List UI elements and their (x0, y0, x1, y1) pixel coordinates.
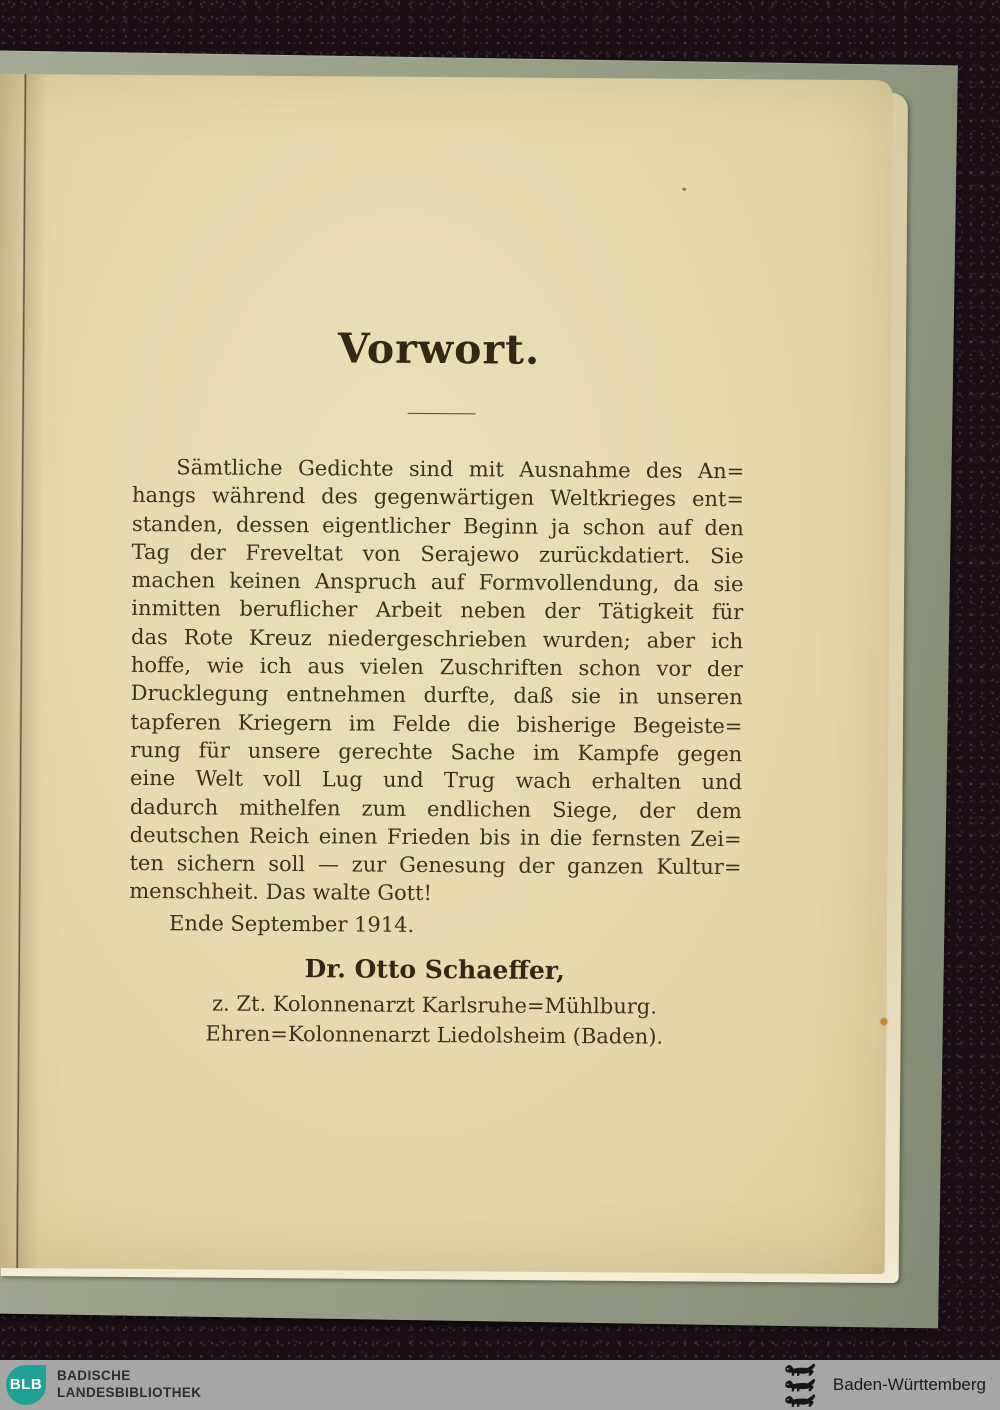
body-line: deutschen Reich einen Frieden bis in die fernsten Zei= (129, 822, 742, 852)
blb-logo (6, 1365, 46, 1405)
date-line: Ende September 1914. (168, 911, 415, 937)
body-line: ten sichern soll — zur Genesung der ganzen Kultur= (129, 851, 742, 880)
body-line: das Rote Kreuz niedergeschrieben wurden; aber ich (130, 624, 744, 653)
body-line: machen keinen Anspruch auf Formvollendung, da sie (131, 568, 744, 597)
body-line: hoffe, wie ich aus vielen Zuschriften schon vor der (130, 653, 743, 682)
body-line: standen, dessen eigentlicher Beginn ja schon auf den (131, 511, 744, 540)
library-name-line2: LANDESBIBLIOTHEK (57, 1384, 202, 1400)
author-title-line: Ehren=Kolonnenarzt Liedolsheim (Baden). (205, 1021, 664, 1049)
state-label: Baden-Württemberg (832, 1375, 986, 1394)
preface-paragraph (129, 453, 744, 910)
title-divider (408, 413, 476, 414)
library-name (57, 1368, 201, 1401)
body-line: menschheit. Das walte Gott! (129, 879, 433, 906)
library-name-line1: BADISCHE (57, 1368, 131, 1383)
blb-logo-text: BLB (9, 1376, 43, 1393)
body-line: Tag der Freveltat von Serajewo zurückdatiert. Sie (131, 539, 744, 569)
body-line: Sämtliche Gedichte sind mit Ausnahme des An= (176, 455, 745, 484)
state-branding (783, 1360, 986, 1410)
body-line: tapferen Kriegern im Felde die bisherige Begeiste= (130, 709, 743, 738)
body-line: inmitten beruflicher Arbeit neben der Tätigkeit für (131, 596, 744, 625)
body-line: hangs während des gegenwärtigen Weltkrieges ent= (131, 483, 745, 512)
page-title: Vorwort. (337, 324, 541, 374)
paper-flaw-dot (880, 1018, 887, 1025)
library-footer-bar (0, 1360, 1000, 1410)
body-line: rung für unsere gerechte Sache im Kampfe gegen (130, 737, 743, 767)
baden-wuerttemberg-coat-of-arms-icon (783, 1362, 823, 1408)
body-line: Drucklegung entnehmen durfte, daß sie in unseren (130, 681, 743, 710)
body-line: eine Welt voll Lug und Trug wach erhalten und (130, 766, 743, 795)
body-line: dadurch mithelfen zum endlichen Siege, der dem (129, 794, 742, 823)
page-content (127, 75, 747, 1273)
book-page (0, 74, 893, 1274)
author-title-line: z. Zt. Kolonnenarzt Karlsruhe=Mühlburg. (211, 991, 658, 1019)
author-signature: Dr. Otto Schaeffer, (304, 954, 565, 985)
